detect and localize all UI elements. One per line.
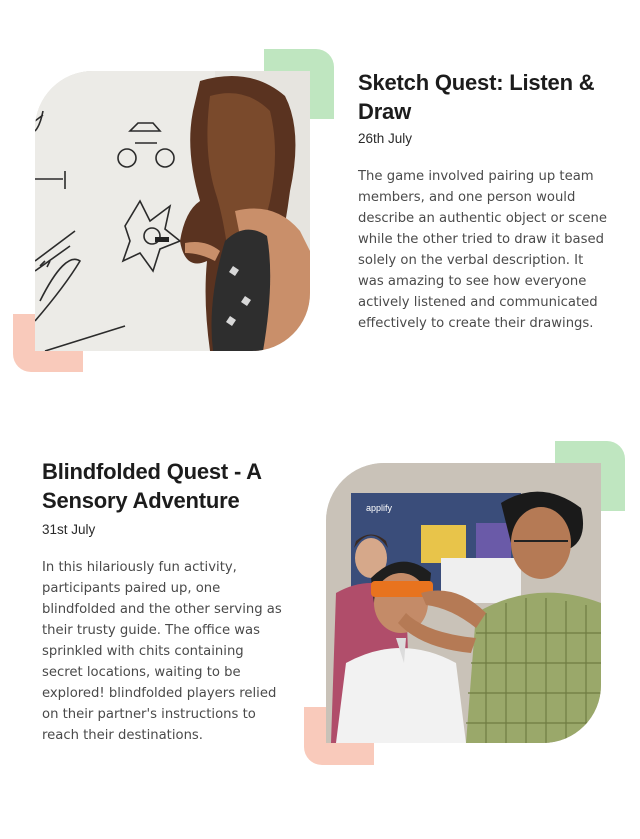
event-description: In this hilariously fun activity, participants paired up, one blindfolded and the other serving as their trusty guide. The office was sprinkled with chits containing secret locations, waiting to be explored! blindfolded players relied on their partner's instructions to reach their destinations. (42, 560, 282, 743)
event-date: 26th July (358, 131, 413, 146)
event-card-sketch-quest (0, 0, 640, 400)
event-date: 31st July (42, 522, 96, 537)
event-card-blindfolded-quest (0, 400, 640, 839)
event-title: Sketch Quest: Listen & Draw (358, 70, 595, 124)
event-description: The game involved pairing up team members, and one person would describe an authentic object or scene while the other tried to draw it based solely on the verbal description. It was amazing to see how everyone actively listened and communicated effectively to create their drawings. (358, 169, 607, 331)
blindfolded-quest-photo (326, 463, 601, 743)
banner-text: applify (366, 503, 393, 513)
event-title: Blindfolded Quest - A Sensory Adventure (42, 459, 262, 513)
sketch-quest-photo (35, 71, 310, 351)
